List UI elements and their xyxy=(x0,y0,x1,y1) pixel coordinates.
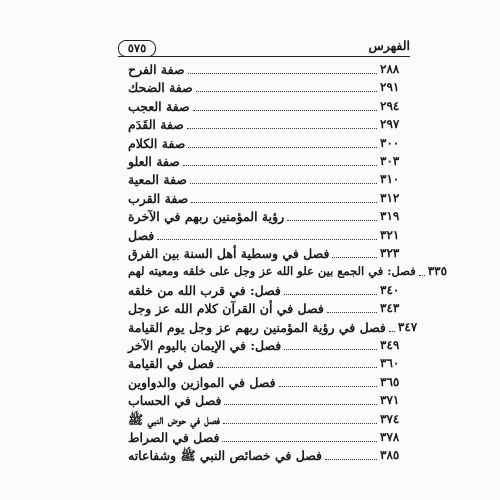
dot-leader xyxy=(223,423,377,424)
header-rule xyxy=(118,56,410,57)
dot-leader xyxy=(196,91,377,92)
dot-leader xyxy=(190,183,377,184)
toc-entry xyxy=(128,389,408,408)
toc-entry-title: فصل في الصراط xyxy=(128,430,220,445)
toc-entry-page: ٢٩٧ xyxy=(380,117,400,132)
toc-entry xyxy=(128,95,408,114)
toc-entry-page: ٢٩١ xyxy=(380,80,400,95)
dot-leader xyxy=(157,239,377,240)
toc-entry-title: فصل في أن القرآن كلام الله عز وجل xyxy=(128,301,324,317)
toc-entry xyxy=(128,58,408,77)
toc-entry-page: ٢٩٤ xyxy=(380,98,400,113)
dot-leader xyxy=(222,441,377,442)
toc-entry xyxy=(128,132,408,151)
running-title: الفهرس xyxy=(364,38,410,54)
toc-entry-title: صفة القرب xyxy=(128,190,189,206)
toc-entry-title: فصل: في قرب الله من خلقه xyxy=(128,282,281,298)
toc-entry-page: ٣٠٠ xyxy=(380,135,400,150)
toc-entry xyxy=(128,205,408,224)
dot-leader xyxy=(188,73,377,74)
dot-leader xyxy=(193,110,377,111)
toc-entry-page: ٣٧٨ xyxy=(380,430,400,444)
toc-entry-page: ٣١٢ xyxy=(380,190,400,205)
toc-entry-page: ٣٢٣ xyxy=(380,246,400,260)
toc-entry-page: ٣٠٣ xyxy=(380,154,400,168)
toc-entry-title: فصل في خصائص النبي ﷺ وشفاعاته xyxy=(128,448,323,464)
toc-entry-page: ٣٦٠ xyxy=(380,356,400,371)
dot-leader xyxy=(279,386,377,387)
toc-entry-title: صفة الفرح xyxy=(128,62,185,77)
toc-entry xyxy=(128,279,408,298)
table-of-contents xyxy=(128,58,448,464)
toc-entry xyxy=(128,334,408,353)
toc-entry-title: فصل في وسطية أهل السنة بين الفرق xyxy=(128,246,330,261)
toc-entry-title: فصل في الموازين والدواوين xyxy=(128,374,276,390)
toc-entry-page: ٣٧١ xyxy=(380,393,400,408)
toc-entry-page: ٣٢١ xyxy=(380,227,400,242)
toc-entry xyxy=(128,297,408,316)
toc-entry-title: رؤية المؤمنين ربهم في الآخرة xyxy=(128,209,285,225)
dot-leader xyxy=(284,294,377,295)
dot-leader xyxy=(332,257,377,258)
toc-entry-title: فصل xyxy=(128,227,155,243)
toc-entry-title: فصل في حوض النبي ﷺ xyxy=(128,411,220,427)
toc-entry-page: ٣٧٤ xyxy=(380,411,400,426)
dot-leader xyxy=(224,404,377,405)
toc-entry-title: فصل: في الإيمان باليوم الآخر xyxy=(128,338,282,353)
toc-entry-page: ٣٣٥ xyxy=(427,264,448,279)
toc-entry-title: فصل في الحساب xyxy=(128,393,222,409)
toc-entry-title: فصل في القيامة xyxy=(128,356,214,372)
toc-entry xyxy=(128,150,408,169)
dot-leader xyxy=(187,128,377,129)
dot-leader xyxy=(327,312,377,313)
toc-entry xyxy=(128,426,408,445)
toc-entry xyxy=(128,113,408,132)
toc-entry-page: ٣٤٧ xyxy=(397,319,418,334)
toc-entry-page: ٣٤٣ xyxy=(380,301,400,316)
toc-entry-page: ٣١٩ xyxy=(380,209,400,224)
dot-leader xyxy=(284,349,377,350)
toc-entry-page: ٣١٠ xyxy=(380,172,400,187)
dot-leader xyxy=(389,331,395,332)
toc-entry-title: فصل: في الجمع بين علو الله عز وجل على خلقه ومعيته لهم xyxy=(128,264,416,279)
page-header xyxy=(118,38,410,58)
toc-entry-title: صفة الكلام xyxy=(128,135,186,151)
dot-leader xyxy=(188,147,377,148)
toc-entry-page: ٢٨٨ xyxy=(380,62,400,76)
toc-entry xyxy=(128,187,408,206)
dot-leader xyxy=(419,275,425,276)
toc-entry xyxy=(128,316,418,335)
toc-entry-title: صفة العلو xyxy=(128,154,180,169)
toc-entry xyxy=(128,371,408,390)
toc-entry xyxy=(128,260,448,279)
toc-entry-page: ٣٦٥ xyxy=(380,374,400,389)
dot-leader xyxy=(183,165,377,166)
toc-entry xyxy=(128,242,408,261)
toc-entry-title: صفة القَدَم xyxy=(128,117,184,133)
toc-entry-page: ٣٤٩ xyxy=(380,338,400,352)
dot-leader xyxy=(217,367,377,368)
toc-entry-page: ٣٤٠ xyxy=(380,282,400,297)
toc-entry-page: ٣٨٥ xyxy=(380,448,400,463)
toc-entry-title: صفة المعية xyxy=(128,172,188,188)
toc-entry xyxy=(128,168,408,187)
toc-entry xyxy=(128,444,408,463)
toc-entry xyxy=(128,224,408,243)
toc-entry-title: صفة العجب xyxy=(128,98,190,114)
dot-leader xyxy=(191,202,377,203)
toc-entry xyxy=(128,76,408,95)
toc-entry xyxy=(128,352,408,371)
dot-leader xyxy=(287,220,377,221)
toc-entry-title: صفة الضحك xyxy=(128,80,193,96)
toc-entry xyxy=(128,408,408,427)
page-number-badge: ٥٧٥ xyxy=(118,40,156,57)
dot-leader xyxy=(325,459,377,460)
toc-entry-title: فصل في رؤية المؤمنين ربهم عز وجل يوم القيامة xyxy=(128,319,386,335)
